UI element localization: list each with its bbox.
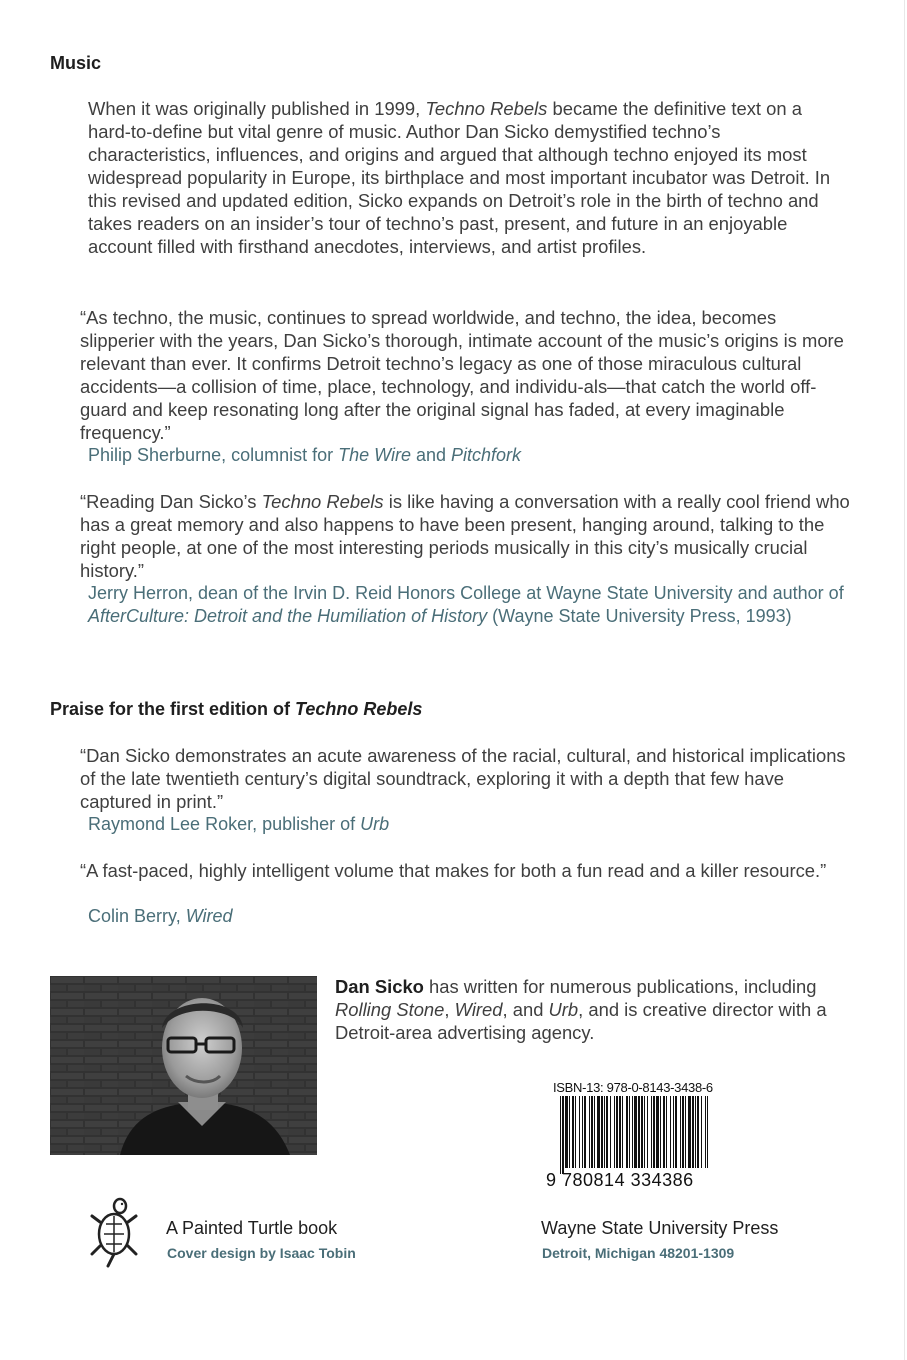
barcode-bar (663, 1096, 665, 1168)
section-heading-praise (50, 698, 422, 720)
cover-design-credit: Cover design by Isaac Tobin (167, 1245, 356, 1261)
barcode-bar (589, 1096, 590, 1168)
publisher-address: Detroit, Michigan 48201-1309 (542, 1245, 735, 1261)
barcode-bar (634, 1096, 637, 1168)
barcode-bar (601, 1096, 603, 1168)
author-bio-sep2: , and (502, 999, 549, 1020)
barcode-bar (688, 1096, 691, 1168)
barcode-bar (692, 1096, 694, 1168)
author-portrait-graphic (50, 976, 317, 1155)
painted-turtle-icon (86, 1196, 146, 1268)
isbn-label: ISBN-13: 978-0-8143-3438-6 (553, 1080, 713, 1095)
barcode-bar (632, 1096, 633, 1168)
barcode-bar (582, 1096, 583, 1168)
barcode-bar (597, 1096, 600, 1168)
quote-text: “Dan Sicko demonstrates an acute awareness of the racial, cultural, and historical implications of the late twentieth century’s digital soundtrack, exploring it with a depth that few have captured in print.” (80, 745, 846, 812)
publication-wired: Wired (185, 906, 233, 926)
author-bio (335, 975, 855, 1044)
barcode-bar (610, 1096, 611, 1168)
barcode-bar (560, 1096, 561, 1174)
publication-pitchfork: Pitchfork (451, 445, 522, 465)
barcode-bar (705, 1096, 706, 1168)
barcode-bar (638, 1096, 640, 1168)
author-photo (50, 976, 317, 1155)
barcode-bar (579, 1096, 580, 1168)
attribution-prefix: Jerry Herron, dean of the Irvin D. Reid Honors College at Wayne State University and author of (88, 583, 844, 603)
barcode-bar (656, 1096, 659, 1168)
imprint-title: A Painted Turtle book (166, 1218, 338, 1238)
author-pub-urb: Urb (548, 999, 579, 1020)
quote-sherburne (80, 306, 855, 444)
quote-herron (80, 490, 855, 582)
barcode-bar (670, 1096, 671, 1168)
attribution-prefix: Philip Sherburne, columnist for (88, 445, 339, 465)
barcode-bar (616, 1096, 618, 1168)
publication-the-wire: The Wire (338, 445, 411, 465)
barcode-bar (685, 1096, 686, 1168)
publisher-name: Wayne State University Press (541, 1218, 779, 1238)
attribution-sherburne (88, 444, 848, 467)
quote-text: “As techno, the music, continues to spread worldwide, and techno, the idea, becomes slipperier with the years, Dan Sicko’s thorough, intimate account of the music’s origins is more relevant than ever. It confirms Detroit techno’s legacy as one of those miraculous cultural accidents—a collision of time, place, technology, and individu-als—that catch the world off-guard and keep resonating long after the original signal has faded, at every imaginable frequency.” (80, 307, 844, 443)
attribution-prefix: Colin Berry, (88, 906, 186, 926)
author-bio-sep1: , (444, 999, 455, 1020)
author-bio-part1: has written for numerous publications, including (423, 976, 817, 997)
barcode-bar (641, 1096, 643, 1168)
barcode-bar (697, 1096, 699, 1168)
description-part1: When it was originally published in 1999, (88, 98, 426, 119)
quote-text: “A fast-paced, highly intelligent volume that makes for both a fun read and a killer resource.” (80, 860, 827, 881)
barcode-bar (682, 1096, 684, 1168)
section-heading-text: Music (50, 53, 102, 73)
barcode-bar (619, 1096, 621, 1168)
barcode-bar (695, 1096, 696, 1168)
barcode-bar (622, 1096, 623, 1168)
quote-book-title: Techno Rebels (261, 491, 384, 512)
author-pub-rolling-stone: Rolling Stone (335, 999, 445, 1020)
barcode-bar (572, 1096, 574, 1168)
author-bio-part2: , and is creative director with a Detroit-area advertising agency. (335, 999, 827, 1043)
barcode-bar (707, 1096, 708, 1168)
barcode-bar (565, 1096, 568, 1168)
barcode-bars (560, 1096, 708, 1174)
quote-text-after: is like having a conversation with a really cool friend who has a great memory and also happens to have been present, hanging around, talking to the right people, at one of the most interesting periods musically in this city’s musically crucial history.” (80, 491, 850, 581)
barcode-bar (666, 1096, 667, 1168)
attribution-suffix: (Wayne State University Press, 1993) (487, 606, 792, 626)
barcode-bar (614, 1096, 615, 1168)
barcode-bar (569, 1096, 570, 1168)
quote-berry (80, 859, 840, 882)
author-pub-wired: Wired (454, 999, 503, 1020)
barcode-bar (594, 1096, 595, 1168)
description-part2: became the definitive text on a hard-to-define but vital genre of music. Author Dan Sicko demystified techno’s characteristics, influences, and origins and argued that although techno enjoyed its most widespread popularity in Europe, its birthplace and most important incubator was Detroit. In this revised and updated edition, Sicko expands on Detroit’s role in the birth of techno and takes readers on an insider’s tour of techno’s past, present, and future in an enjoyable account filled with firsthand anecdotes, interviews, and artist profiles. (88, 98, 831, 257)
publication-urb: Urb (360, 814, 390, 834)
quote-roker (80, 744, 855, 813)
attribution-book: AfterCulture: Detroit and the Humiliation of History (88, 606, 488, 626)
book-description (88, 97, 848, 258)
barcode-bar (653, 1096, 655, 1168)
quote-text-before: “Reading Dan Sicko’s (80, 491, 262, 512)
barcode-bar (584, 1096, 586, 1168)
attribution-prefix: Raymond Lee Roker, publisher of (88, 814, 361, 834)
barcode-bar (575, 1096, 576, 1168)
barcode-bar (604, 1096, 605, 1168)
barcode-bar (626, 1096, 628, 1168)
section-heading-music (50, 52, 101, 74)
praise-heading-prefix: Praise for the first edition of (50, 699, 296, 719)
praise-heading-title: Techno Rebels (295, 699, 423, 719)
barcode-bar (591, 1096, 593, 1168)
barcode-bar (701, 1096, 702, 1168)
barcode-bar (673, 1096, 674, 1168)
attribution-roker (88, 813, 848, 836)
attribution-herron (88, 582, 853, 628)
attribution-berry (88, 905, 848, 928)
attribution-joiner: and (410, 445, 452, 465)
page-edge-line (904, 0, 905, 1360)
author-name: Dan Sicko (335, 976, 424, 997)
description-book-title: Techno Rebels (425, 98, 548, 119)
barcode-bar (647, 1096, 648, 1168)
barcode-bar (680, 1096, 681, 1168)
barcode-bar (660, 1096, 661, 1168)
barcode-bar (606, 1096, 608, 1168)
barcode-bar (675, 1096, 677, 1168)
isbn-digits: 9 780814 334386 (546, 1170, 694, 1190)
barcode-bar (644, 1096, 645, 1168)
barcode-bar (629, 1096, 630, 1168)
barcode-bar (562, 1096, 564, 1174)
barcode-bar (651, 1096, 652, 1168)
